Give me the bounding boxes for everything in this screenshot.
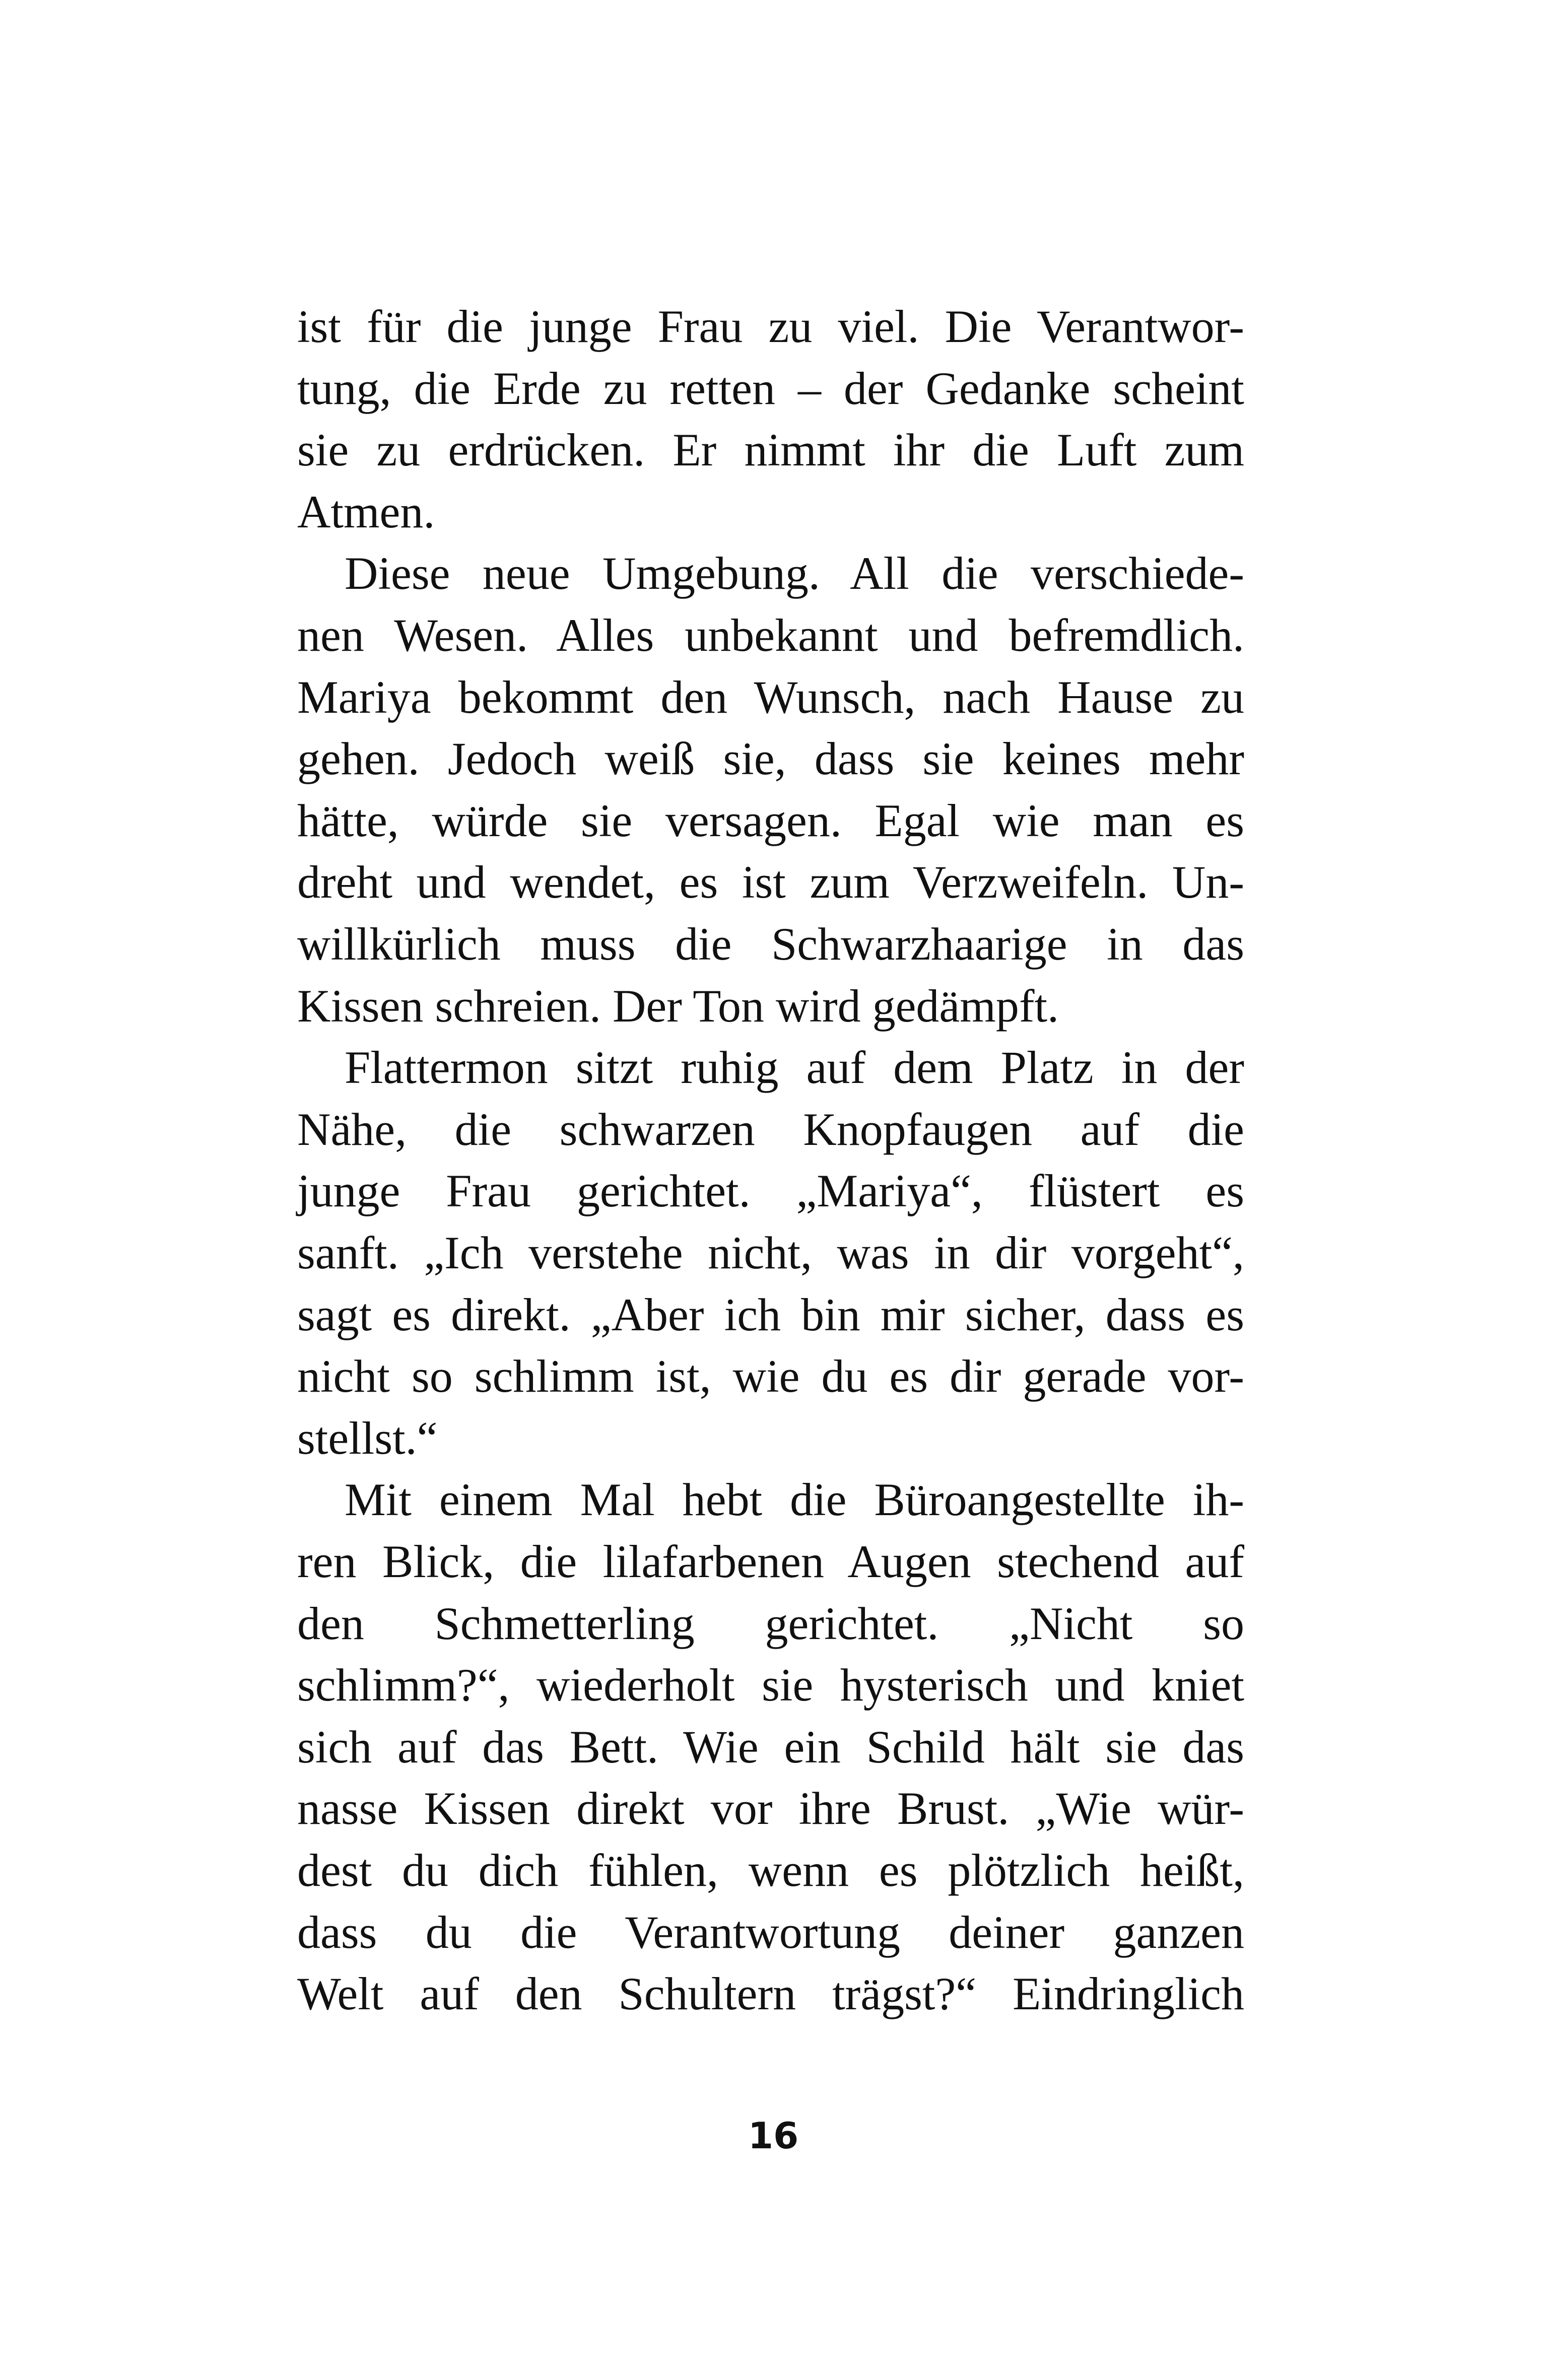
text-line: sanft. „Ich verstehe nicht, was in dir vorgeht“, xyxy=(297,1227,1244,1278)
text-line: ren Blick, die lilafarbenen Augen stechend auf xyxy=(297,1536,1244,1587)
text-line: ist für die junge Frau zu viel. Die Verantwor- xyxy=(297,301,1244,352)
text-line: dass du die Verantwortung deiner ganzen xyxy=(297,1907,1244,1958)
text-line: Mariya bekommt den Wunsch, nach Hause zu xyxy=(297,671,1244,723)
text-line: nicht so schlimm ist, wie du es dir gerade vor- xyxy=(297,1350,1244,1402)
text-line: nen Wesen. Alles unbekannt und befremdlich. xyxy=(297,609,1244,661)
text-line: dreht und wendet, es ist zum Verzweifeln. Un- xyxy=(297,856,1244,908)
text-line: nasse Kissen direkt vor ihre Brust. „Wie wür- xyxy=(297,1783,1244,1834)
text-line: sich auf das Bett. Wie ein Schild hält sie das xyxy=(297,1721,1244,1773)
text-line: tung, die Erde zu retten – der Gedanke scheint xyxy=(297,363,1244,414)
text-line: Kissen schreien. Der Ton wird gedämpft. xyxy=(297,980,1059,1032)
text-line: gehen. Jedoch weiß sie, dass sie keines mehr xyxy=(297,733,1244,784)
text-line: schlimm?“, wiederholt sie hysterisch und kniet xyxy=(297,1659,1244,1711)
text-line: sie zu erdrücken. Er nimmt ihr die Luft zum xyxy=(297,424,1244,475)
text-line: Diese neue Umgebung. All die verschiede- xyxy=(345,548,1244,599)
text-line: sagt es direkt. „Aber ich bin mir sicher, dass es xyxy=(297,1289,1244,1340)
text-line: Mit einem Mal hebt die Büroangestellte ih- xyxy=(345,1474,1244,1525)
text-line: dest du dich fühlen, wenn es plötzlich heißt, xyxy=(297,1845,1244,1896)
text-line: willkürlich muss die Schwarzhaarige in das xyxy=(297,918,1244,970)
text-line: junge Frau gerichtet. „Mariya“, flüstert es xyxy=(297,1165,1244,1216)
text-line: Nähe, die schwarzen Knopfaugen auf die xyxy=(297,1104,1244,1155)
text-line: den Schmetterling gerichtet. „Nicht so xyxy=(297,1598,1244,1649)
page-number: 16 xyxy=(748,2115,799,2157)
text-line: Flattermon sitzt ruhig auf dem Platz in der xyxy=(345,1042,1244,1093)
text-line: Atmen. xyxy=(297,486,435,537)
text-line: hätte, würde sie versagen. Egal wie man es xyxy=(297,795,1244,846)
text-line: stellst.“ xyxy=(297,1412,438,1464)
text-line: Welt auf den Schultern trägst?“ Eindringlich xyxy=(297,1968,1244,2019)
